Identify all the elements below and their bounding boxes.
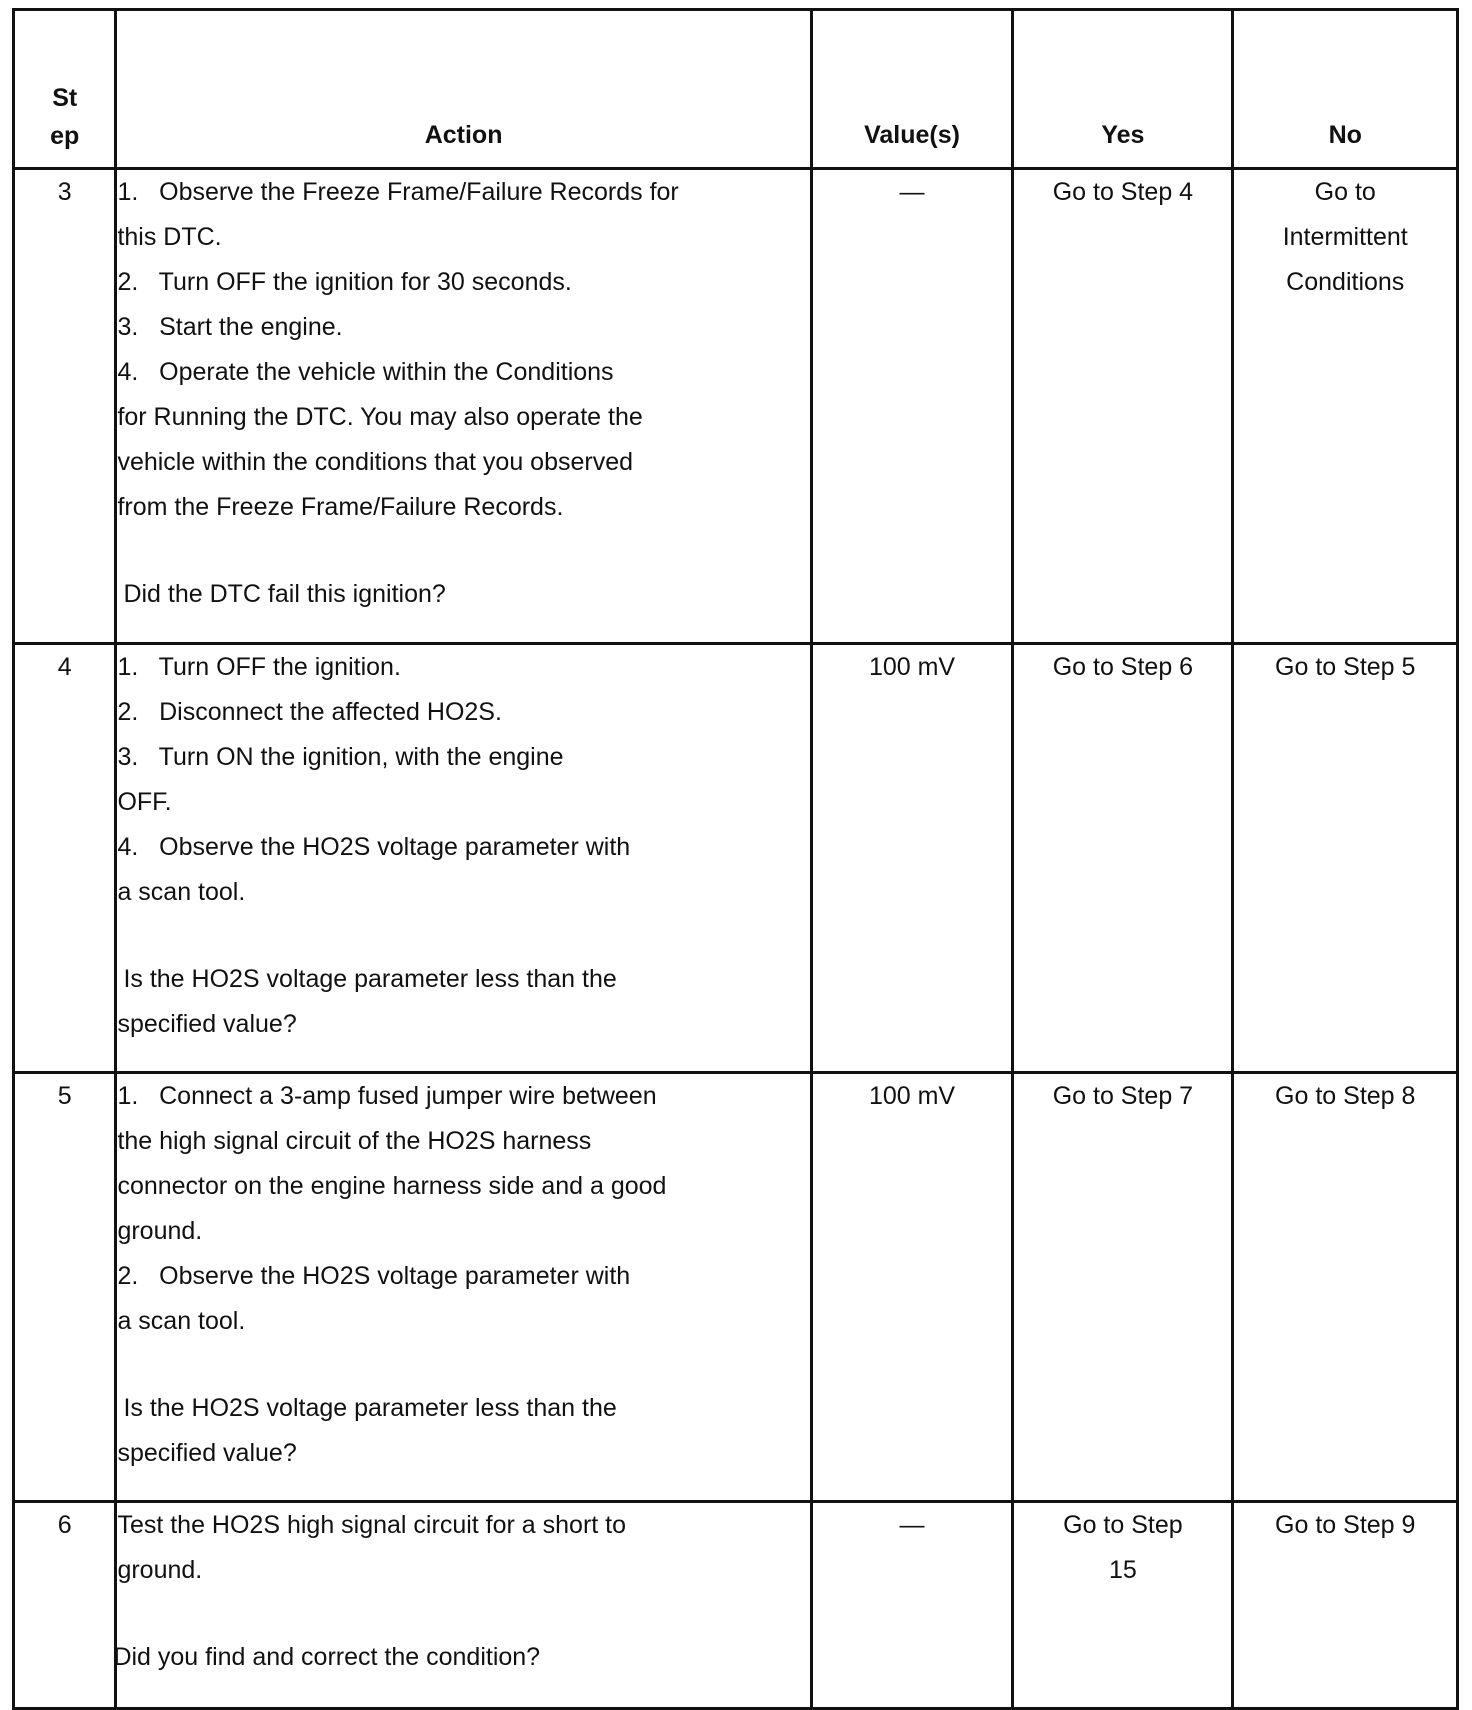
- action-cell: [116, 1073, 811, 1502]
- table-row-step-5: [14, 1073, 1458, 1502]
- action-line: 4. Operate the vehicle within the Conditions: [117, 358, 614, 386]
- action-line: vehicle within the conditions that you observed: [117, 448, 634, 476]
- action-line: 2. Disconnect the affected HO2S.: [117, 698, 502, 726]
- header-action: Action: [116, 10, 811, 169]
- action-question: Did you find and correct the condition?: [113, 1643, 541, 1671]
- header-yes: Yes: [1013, 10, 1233, 169]
- header-step: [14, 10, 116, 169]
- action-line: 3. Start the engine.: [117, 313, 343, 341]
- spacer: [117, 530, 809, 572]
- yes-cell: Go to Step 6: [1013, 644, 1233, 1073]
- value-cell: 100 mV: [811, 1073, 1013, 1502]
- action-line: 1. Turn OFF the ignition.: [117, 653, 401, 681]
- action-question: Is the HO2S voltage parameter less than the: [123, 965, 617, 993]
- action-line: the high signal circuit of the HO2S harness: [117, 1127, 592, 1155]
- action-cell: [116, 644, 811, 1073]
- action-question: Did the DTC fail this ignition?: [123, 580, 446, 608]
- step-number: 3: [14, 169, 116, 644]
- no-line: Go to: [1314, 178, 1376, 206]
- action-line: from the Freeze Frame/Failure Records.: [117, 493, 564, 521]
- diagnostic-table: [12, 8, 1459, 1710]
- no-cell: Go to Step 9: [1233, 1502, 1458, 1709]
- action-line: 1. Connect a 3-amp fused jumper wire between: [117, 1082, 657, 1110]
- yes-line: Go to Step: [1063, 1511, 1183, 1539]
- table-row-step-6: [14, 1502, 1458, 1709]
- action-line: 2. Turn OFF the ignition for 30 seconds.: [117, 268, 572, 296]
- action-line: for Running the DTC. You may also operate the: [117, 403, 643, 431]
- table-row-step-3: [14, 169, 1458, 644]
- action-line: OFF.: [117, 788, 172, 816]
- header-step-text: St ep: [50, 84, 85, 150]
- action-line: a scan tool.: [117, 1307, 246, 1335]
- step-number: 5: [14, 1073, 116, 1502]
- step-number: 4: [14, 644, 116, 1073]
- action-line: 4. Observe the HO2S voltage parameter with: [117, 833, 631, 861]
- header-values: Value(s): [811, 10, 1013, 169]
- action-line: 2. Observe the HO2S voltage parameter with: [117, 1262, 631, 1290]
- action-question: Is the HO2S voltage parameter less than the: [123, 1394, 617, 1422]
- action-line: 1. Observe the Freeze Frame/Failure Records for: [117, 178, 679, 206]
- header-no: No: [1233, 10, 1458, 169]
- no-line: Conditions: [1286, 268, 1405, 296]
- no-cell: Go to Step 8: [1233, 1073, 1458, 1502]
- action-line: this DTC.: [117, 223, 222, 251]
- spacer: [117, 1593, 809, 1635]
- action-question: specified value?: [117, 1439, 297, 1467]
- yes-cell: Go to Step 7: [1013, 1073, 1233, 1502]
- table-row-step-4: [14, 644, 1458, 1073]
- action-question: specified value?: [117, 1010, 297, 1038]
- spacer: [117, 1344, 809, 1386]
- action-line: ground.: [117, 1217, 203, 1245]
- yes-cell: [1013, 1502, 1233, 1709]
- value-cell: —: [811, 1502, 1013, 1709]
- value-cell: —: [811, 169, 1013, 644]
- action-cell: [113, 1502, 811, 1709]
- spacer: [117, 915, 809, 957]
- value-cell: 100 mV: [811, 644, 1013, 1073]
- header-row: [14, 10, 1458, 169]
- action-line: connector on the engine harness side and a good: [117, 1172, 667, 1200]
- yes-cell: Go to Step 4: [1013, 169, 1233, 644]
- no-cell: Go to Step 5: [1233, 644, 1458, 1073]
- action-line: ground.: [117, 1556, 203, 1584]
- action-cell: [116, 169, 811, 644]
- no-cell: [1233, 169, 1458, 644]
- action-line: Test the HO2S high signal circuit for a short to: [117, 1511, 627, 1539]
- step-number: 6: [14, 1502, 116, 1709]
- action-line: a scan tool.: [117, 878, 246, 906]
- action-line: 3. Turn ON the ignition, with the engine: [117, 743, 564, 771]
- yes-line: 15: [1109, 1556, 1137, 1584]
- no-line: Intermittent: [1282, 223, 1408, 251]
